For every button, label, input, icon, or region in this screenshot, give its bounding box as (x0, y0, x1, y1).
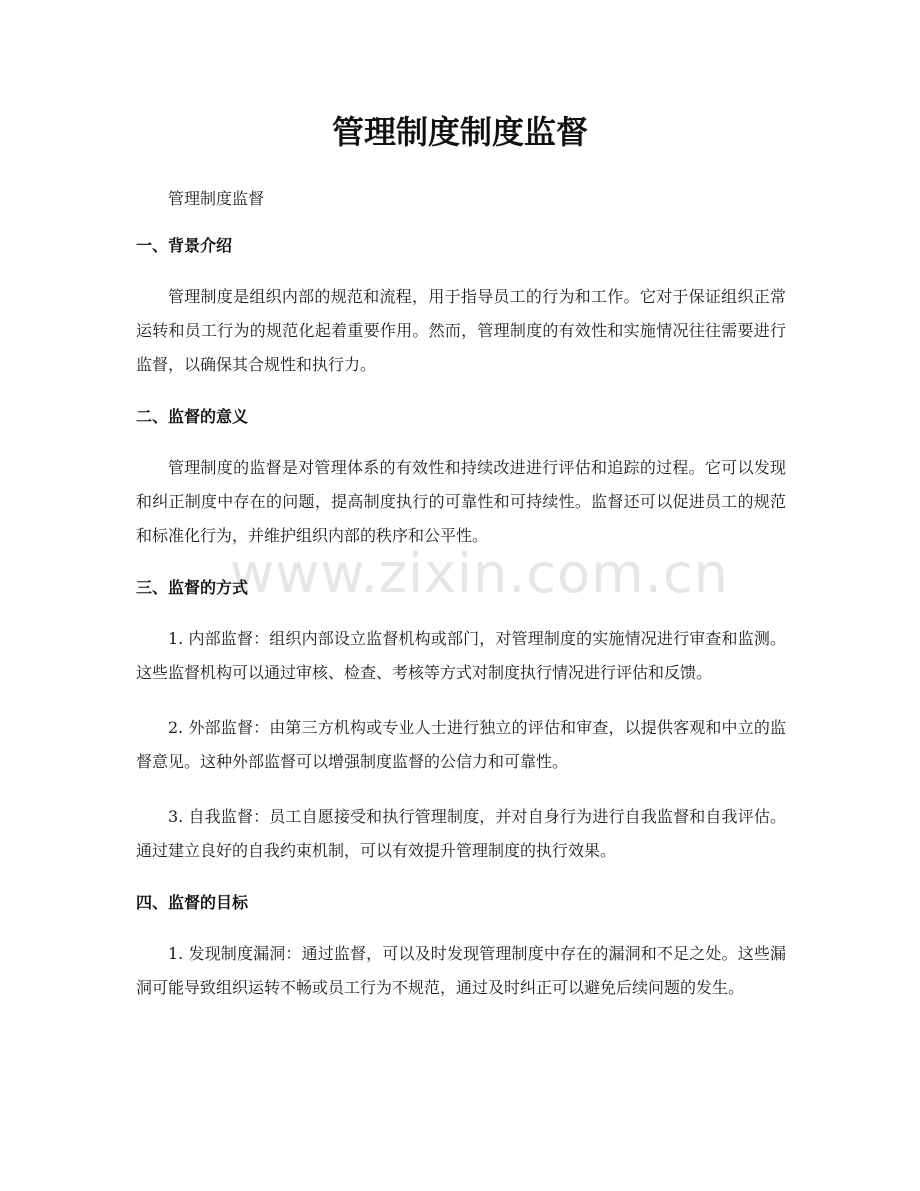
paragraph-internal-supervision: 1. 内部监督：组织内部设立监督机构或部门，对管理制度的实施情况进行审查和监测。这些监督机构可以通过审核、检查、考核等方式对制度执行情况进行评估和反馈。 (136, 629, 786, 682)
document-body (136, 180, 786, 1026)
paragraph-background: 管理制度是组织内部的规范和流程，用于指导员工的行为和工作。它对于保证组织正常运转和员工行为的规范化起着重要作用。然而，管理制度的有效性和实施情况往往需要进行监督，以确保其合规性和执行力。 (136, 287, 786, 374)
section-heading-goals: 四、监督的目标 (136, 893, 249, 912)
page-title: 管理制度制度监督 (331, 113, 588, 151)
section-heading-background: 一、背景介绍 (136, 236, 233, 255)
paragraph-find-loopholes: 1. 发现制度漏洞：通过监督，可以及时发现管理制度中存在的漏洞和不足之处。这些漏洞可能导致组织运转不畅或员工行为不规范，通过及时纠正可以避免后续问题的发生。 (136, 944, 786, 997)
paragraph-self-supervision: 3. 自我监督：员工自愿接受和执行管理制度，并对自身行为进行自我监督和自我评估。通过建立良好的自我约束机制，可以有效提升管理制度的执行效果。 (136, 807, 786, 860)
watermark: www.zixin.com.cn (230, 542, 729, 605)
section-heading-significance: 二、监督的意义 (136, 407, 249, 426)
document-subtitle: 管理制度监督 (168, 189, 265, 208)
paragraph-external-supervision: 2. 外部监督：由第三方机构或专业人士进行独立的评估和审查，以提供客观和中立的监督意见。这种外部监督可以增强制度监督的公信力和可靠性。 (136, 718, 786, 771)
section-heading-methods: 三、监督的方式 (136, 578, 249, 597)
paragraph-significance: 管理制度的监督是对管理体系的有效性和持续改进进行评估和追踪的过程。它可以发现和纠正制度中存在的问题，提高制度执行的可靠性和可持续性。监督还可以促进员工的规范和标准化行为，并维护组织内部的秩序和公平性。 (136, 458, 786, 545)
